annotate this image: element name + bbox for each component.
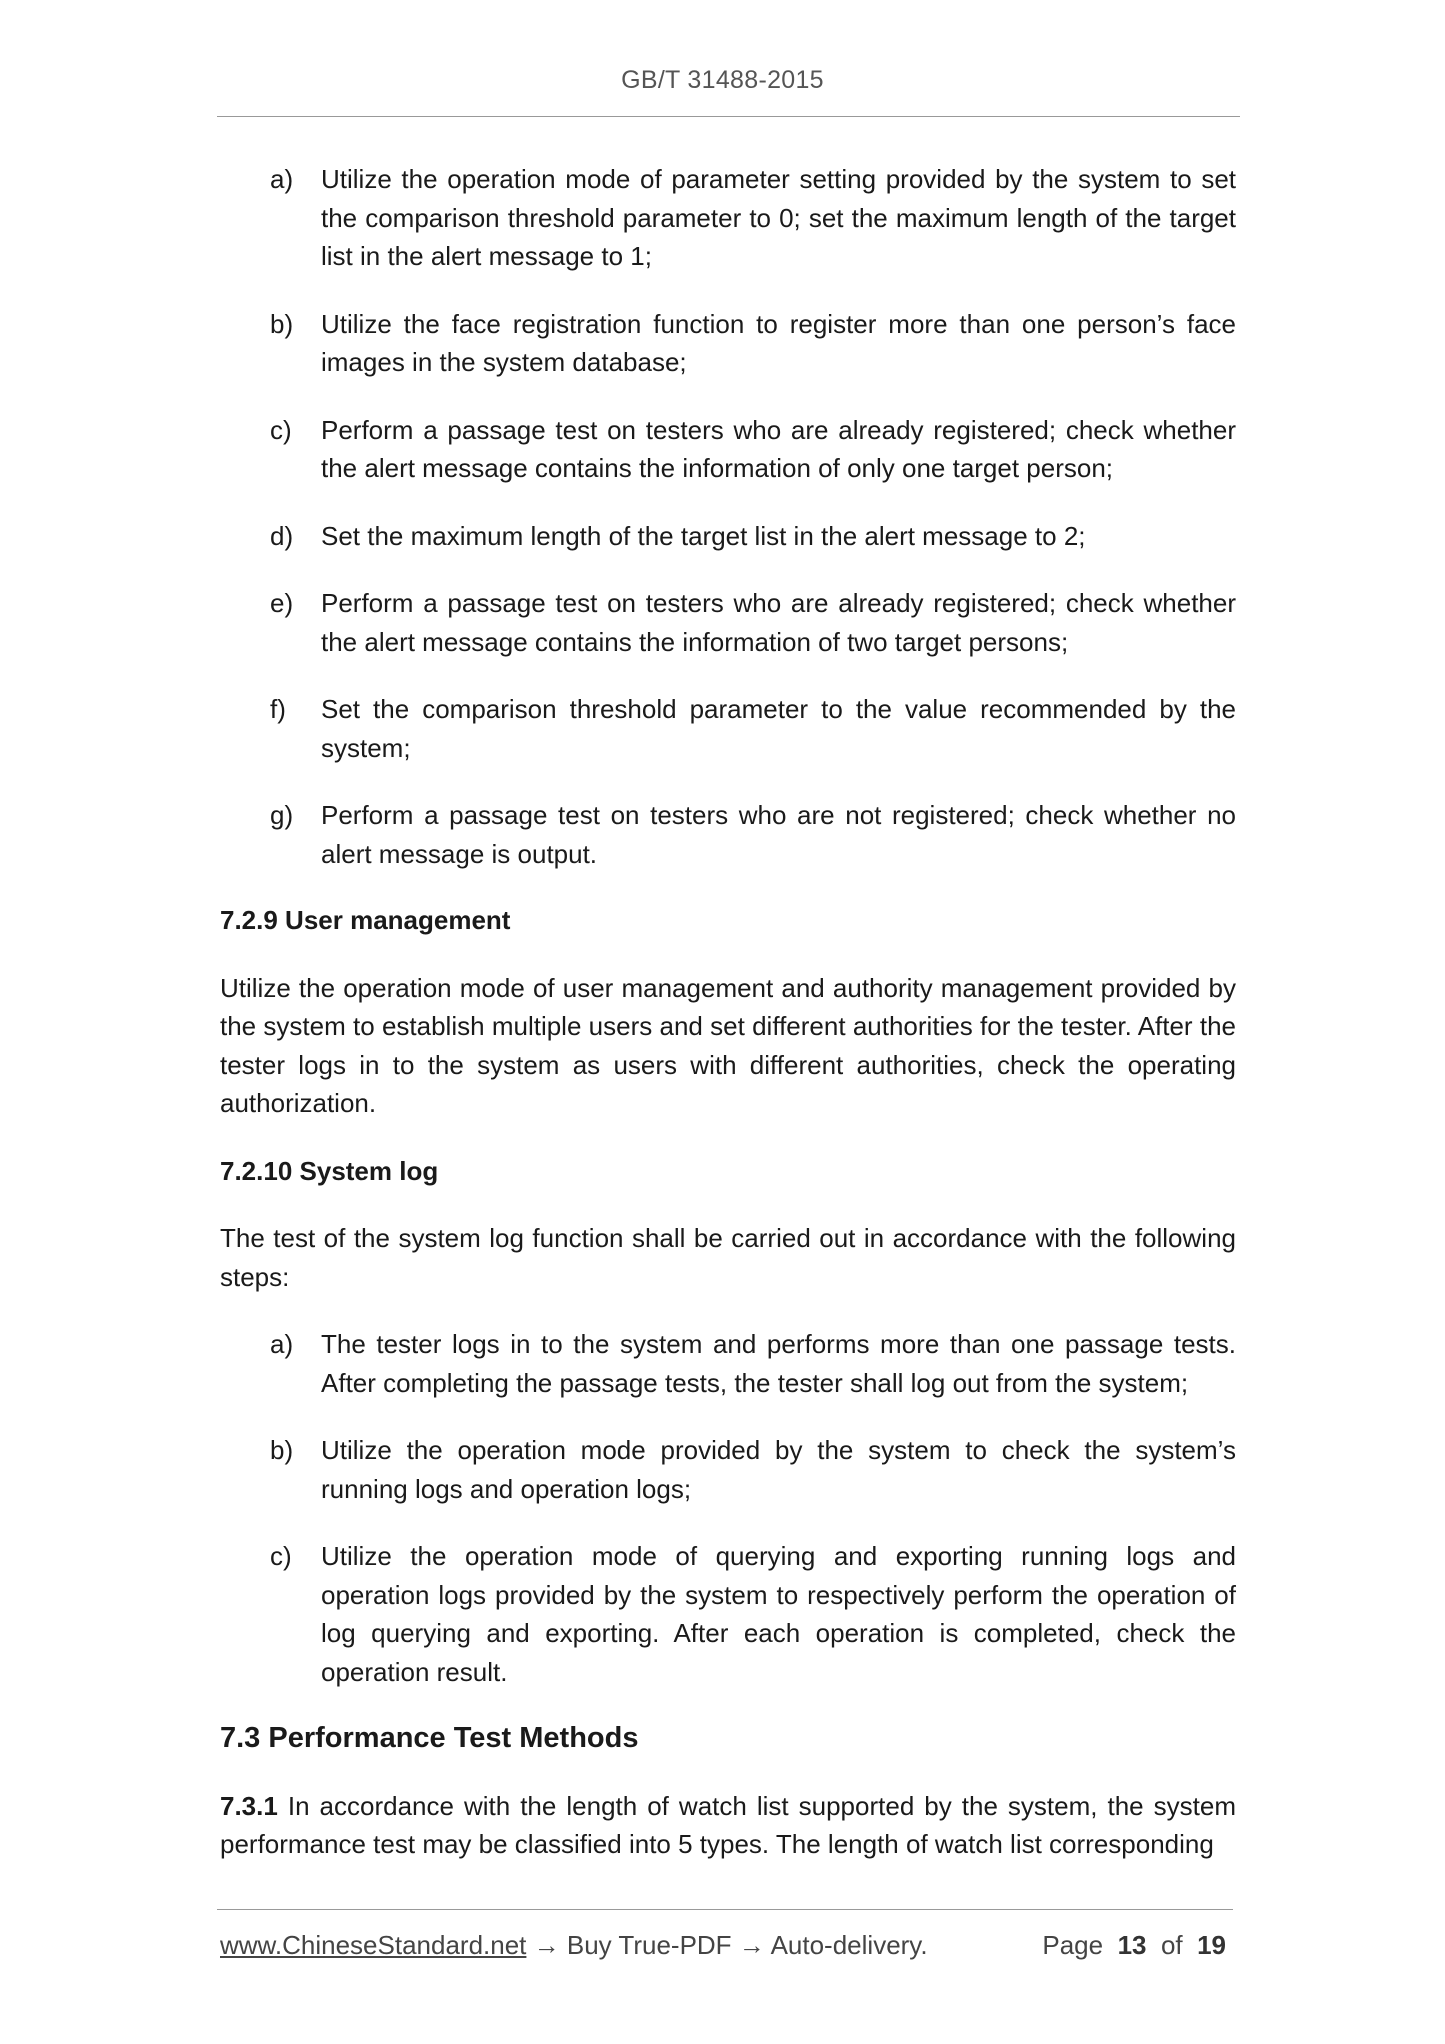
- list-item: [220, 160, 1236, 276]
- list-item-text: Set the maximum length of the target list in the alert message to 2;: [321, 520, 1086, 551]
- list-marker: a): [270, 164, 294, 194]
- page-total: 19: [1197, 1930, 1226, 1960]
- list-item: [220, 796, 1236, 873]
- list-item-text: Perform a passage test on testers who are already registered; check whether the alert message contains the information of two target persons;: [321, 588, 1236, 657]
- list-item: [220, 1537, 1236, 1691]
- list-item-text: Perform a passage test on testers who are not registered; check whether no alert message is output.: [321, 800, 1236, 869]
- section-paragraph-system-log: The test of the system log function shall be carried out in accordance with the following steps:: [220, 1223, 1236, 1292]
- list-item-text: Utilize the operation mode of querying and exporting running logs and operation logs provided by the system to respectively perform the operation of log querying and exporting. After each operation is completed, check the operation result.: [321, 1541, 1236, 1687]
- page-number: 13: [1117, 1930, 1147, 1960]
- of-label: of: [1160, 1930, 1183, 1960]
- list-item-text: Perform a passage test on testers who are already registered; check whether the alert message contains the information of only one target person;: [321, 414, 1236, 483]
- document-footer: [220, 1930, 1236, 1961]
- section-paragraph-user-management: Utilize the operation mode of user management and authority management provided by the system to establish multiple users and set different authorities for the tester. After the tester logs in to the system as users with different authorities, check the operating authorization.: [220, 972, 1236, 1118]
- list-marker: b): [270, 1435, 294, 1465]
- system-log-steps-list: [220, 1325, 1236, 1691]
- list-item-text: Utilize the operation mode provided by the system to check the system’s running logs and operation logs;: [321, 1435, 1236, 1504]
- header-divider: [217, 116, 1240, 117]
- website-link[interactable]: www.ChineseStandard.net: [220, 1930, 527, 1960]
- list-marker: d): [270, 520, 294, 551]
- list-marker: c): [270, 1541, 292, 1571]
- list-marker: a): [270, 1329, 294, 1359]
- footer-divider: [217, 1909, 1233, 1910]
- list-marker: f): [270, 694, 286, 724]
- list-item: [220, 584, 1236, 661]
- list-marker: e): [270, 588, 294, 618]
- list-marker: b): [270, 308, 294, 339]
- list-item: [220, 411, 1236, 488]
- clause-number: 7.3.1: [220, 1790, 278, 1821]
- clause-text: In accordance with the length of watch list supported by the system, the system performance test may be classified into 5 types. The length of watch list corresponding: [220, 1790, 1236, 1859]
- test-steps-list: [220, 160, 1236, 873]
- section-heading-system-log: 7.2.10 System log: [220, 1155, 439, 1186]
- document-header: GB/T 31488-2015: [621, 66, 824, 94]
- list-item-text: The tester logs in to the system and performs more than one passage tests. After completing the passage tests, the tester shall log out from the system;: [321, 1329, 1236, 1398]
- footer-tagline: → Buy True-PDF → Auto-delivery.: [526, 1930, 928, 1960]
- page-indicator: [1042, 1930, 1226, 1961]
- section-paragraph-7-3-1: [220, 1787, 1236, 1864]
- section-heading-user-management: 7.2.9 User management: [220, 905, 511, 935]
- list-marker: c): [270, 414, 292, 445]
- list-item-text: Utilize the operation mode of parameter setting provided by the system to set the comparison threshold parameter to 0; set the maximum length of the target list in the alert message to 1;: [321, 164, 1236, 271]
- list-item: [220, 1325, 1236, 1402]
- document-body: [220, 160, 1236, 1893]
- list-marker: g): [270, 800, 294, 830]
- list-item: [220, 690, 1236, 767]
- list-item: [220, 517, 1236, 556]
- list-item: [220, 1431, 1236, 1508]
- section-heading-performance-test-methods: 7.3 Performance Test Methods: [220, 1722, 639, 1754]
- page-label: Page: [1042, 1930, 1104, 1960]
- list-item-text: Set the comparison threshold parameter to the value recommended by the system;: [321, 694, 1236, 763]
- list-item-text: Utilize the face registration function to register more than one person’s face images in the system database;: [321, 308, 1236, 377]
- list-item: [220, 305, 1236, 382]
